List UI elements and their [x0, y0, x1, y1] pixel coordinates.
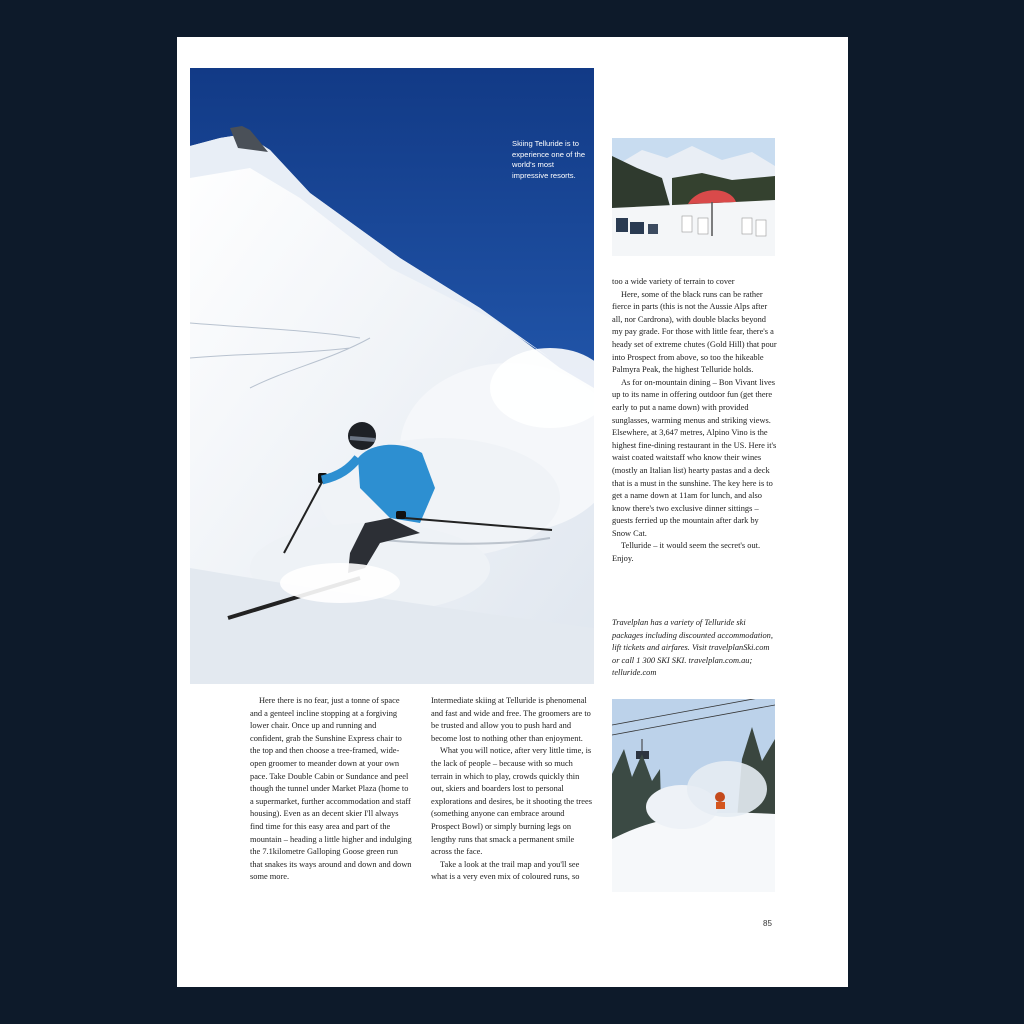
article-column-1: [250, 695, 412, 884]
article-column-3: [612, 276, 778, 566]
paragraph: What you will notice, after very little time, is the lack of people – because with so much terrain in which to play, crowds quickly thin out, skiers and boarders lost to personal explorations and desires, be it shooting the trees (something anyone can embrace around Prospect Bowl) or simply burning legs on lengthy runs that smack a permanent smile across the face.: [431, 746, 592, 857]
mountain-terrace-photo: [612, 138, 775, 256]
travel-info-note: Travelplan has a variety of Telluride ski packages including discounted accommodation, lift tickets and airfares. Visit travelplanSki.com or call 1 300 SKI SKI. travelplan.com.au; telluride.com: [612, 618, 773, 678]
paragraph: Here, some of the black runs can be rather fierce in parts (this is not the Aussie Alps after all, nor Cardrona), with double blacks beyond my pay grade. For those with little fear, there's a heady set of extreme chutes (Gold Hill) that pour into Prospect from above, so too the hikeable Palmyra Peak, the highest Telluride holds.: [612, 289, 777, 375]
magazine-page: [177, 37, 848, 987]
chairlift-powder-photo: [612, 699, 775, 892]
article-column-2: [431, 695, 594, 884]
paragraph: Take a look at the trail map and you'll see what is a very even mix of coloured runs, so: [431, 859, 580, 882]
photo-caption: Skiing Telluride is to experience one of the world's most impressive resorts.: [512, 139, 586, 180]
paragraph: Here there is no fear, just a tonne of space and a genteel incline stopping at a forgiving lower chair. Once up and running and confident, grab the Sunshine Express chair to the top and then choose a tree-framed, wide-open groomer to meander down at your own pace. Take Double Cabin or Sundance and peel though the tunnel under Market Plaza (home to a supermarket, further accommodation and staff housing). Even as an decent skier I'll always find time for this easy area and part of the mountain – heading a little higher and indulging the 7.1kilometre Galloping Goose green run that snakes its ways around and down and down some more.: [250, 696, 412, 882]
paragraph: As for on-mountain dining – Bon Vivant lives up to its name in offering outdoor fun (get there early to put a name down) with provided sunglasses, warming menus and striking views. Elsewhere, at 3,647 metres, Alpino Vino is the highest fine-dining restaurant in the US. Here it's waist coated waitstaff who know their wines (mostly an Italian list) hearty pastas and a deck that is a must in the sunshine. The key here is to get a name down at 11am for lunch, and also know there's two exclusive dinner sittings – guests ferried up the mountain after dark by Snow Cat.: [612, 377, 777, 538]
paragraph: too a wide variety of terrain to cover: [612, 277, 735, 286]
paragraph: Intermediate skiing at Telluride is phenomenal and fast and wide and free. The groomers are to be trusted and allow you to push hard and become lost to nothing other than enjoyment.: [431, 696, 591, 743]
page-number: 85: [763, 919, 772, 928]
paragraph: Telluride – it would seem the secret's out. Enjoy.: [612, 541, 761, 564]
